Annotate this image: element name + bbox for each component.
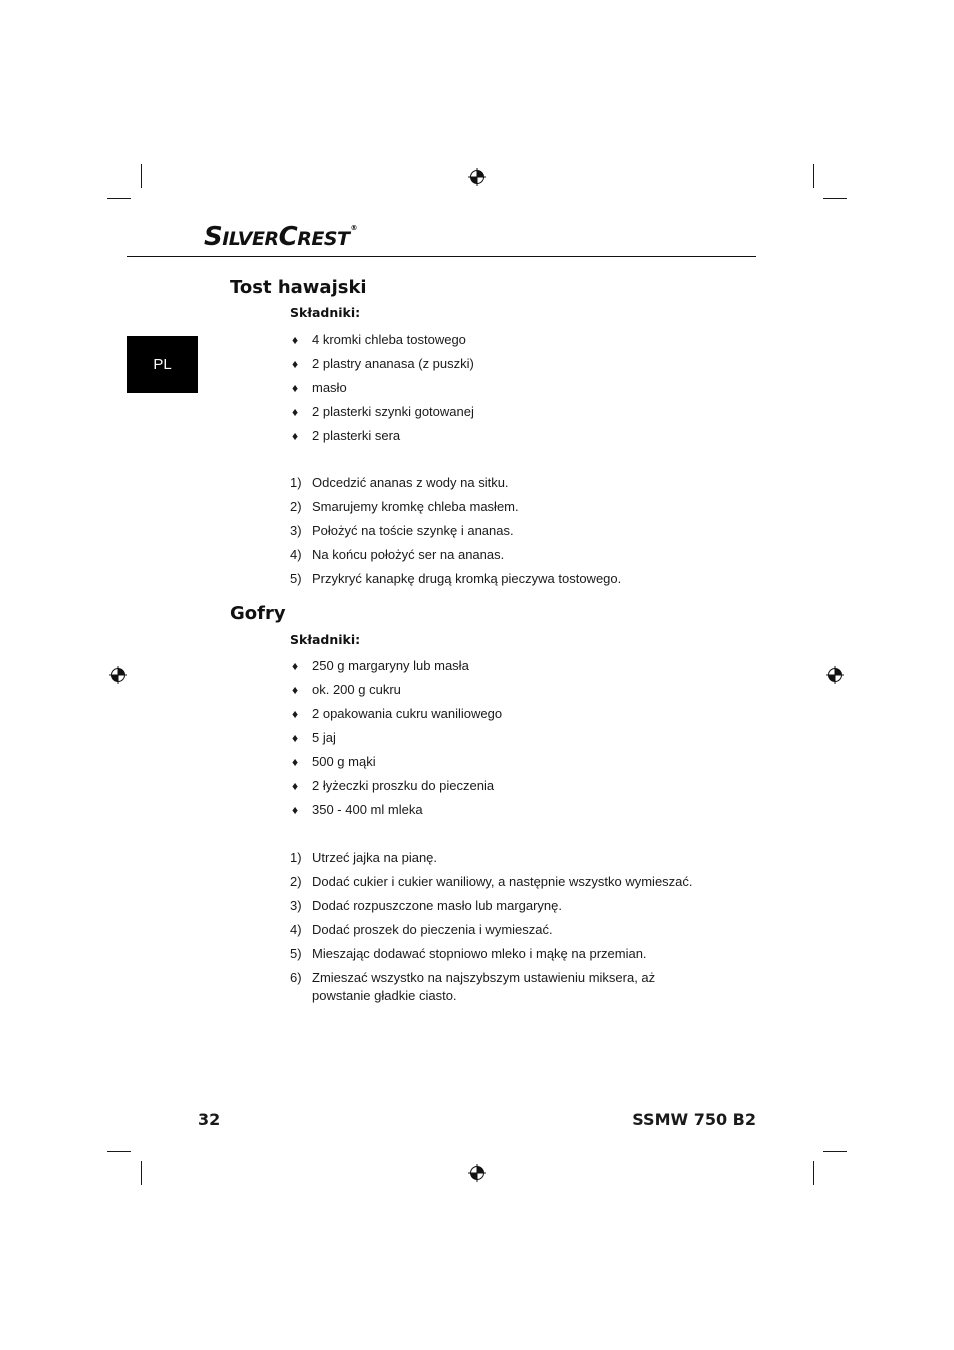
step-item: 5) Mieszając dodawać stopniowo mleko i mąkę na przemian. [290, 946, 647, 961]
ingredient-item: ♦ 500 g mąki [290, 750, 720, 774]
ingredient-item: ♦ 2 plastry ananasa (z puszki) [290, 352, 720, 376]
ingredient-item: ♦ 2 plasterki sera [290, 424, 720, 448]
recipe-title: Tost hawajski [230, 277, 367, 298]
diamond-bullet-icon: ♦ [292, 381, 299, 395]
registration-mark-icon [109, 666, 127, 684]
ingredient-item: ♦ 2 opakowania cukru waniliowego [290, 702, 720, 726]
step-item: 5) Przykryć kanapkę drugą kromką pieczywa tostowego. [290, 571, 622, 586]
crop-mark [823, 1151, 847, 1152]
step-item: 3) Położyć na toście szynkę i ananas. [290, 523, 514, 538]
page-number: 32 [198, 1110, 221, 1129]
registration-mark-icon [468, 1164, 486, 1182]
ingredients-list [290, 654, 720, 822]
header-rule [127, 256, 756, 257]
step-item: 2) Smarujemy kromkę chleba masłem. [290, 499, 519, 514]
diamond-bullet-icon: ♦ [292, 405, 299, 419]
step-item: 3) Dodać rozpuszczone masło lub margarynę. [290, 898, 563, 913]
step-item: 1) Utrzeć jajka na pianę. [290, 850, 438, 865]
ingredient-item: ♦ 5 jaj [290, 726, 720, 750]
crop-mark [823, 198, 847, 199]
language-tab: PL [127, 336, 198, 393]
diamond-bullet-icon: ♦ [292, 357, 299, 371]
ingredient-item: ♦ 2 łyżeczki proszku do pieczenia [290, 774, 720, 798]
ingredients-label: Składniki: [290, 305, 361, 320]
diamond-bullet-icon: ♦ [292, 779, 299, 793]
diamond-bullet-icon: ♦ [292, 731, 299, 745]
steps-list [290, 471, 720, 591]
ingredient-item: ♦ masło [290, 376, 720, 400]
model-number: SSMW 750 B2 [632, 1110, 756, 1129]
diamond-bullet-icon: ♦ [292, 803, 299, 817]
crop-mark [141, 1161, 142, 1185]
ingredient-item: ♦ 350 - 400 ml mleka [290, 798, 720, 822]
ingredients-label: Składniki: [290, 632, 361, 647]
step-item: 2) Dodać cukier i cukier waniliowy, a następnie wszystko wymieszać. [290, 874, 693, 889]
step-item: 1) Odcedzić ananas z wody na sitku. [290, 475, 509, 490]
steps-list [290, 846, 720, 1008]
crop-mark [107, 198, 131, 199]
ingredient-item: ♦ 250 g margaryny lub masła [290, 654, 720, 678]
ingredient-item: ♦ 4 kromki chleba tostowego [290, 328, 720, 352]
diamond-bullet-icon: ♦ [292, 755, 299, 769]
recipe-title: Gofry [230, 603, 286, 624]
diamond-bullet-icon: ♦ [292, 707, 299, 721]
step-item: 4) Na końcu położyć ser na ananas. [290, 547, 505, 562]
brand-logo: SILVERCREST® [204, 222, 357, 252]
step-item: 6) Zmieszać wszystko na najszybszym ustawieniu miksera, aż powstanie gładkie ciasto. [290, 970, 656, 1003]
crop-mark [813, 164, 814, 188]
diamond-bullet-icon: ♦ [292, 333, 299, 347]
diamond-bullet-icon: ♦ [292, 683, 299, 697]
diamond-bullet-icon: ♦ [292, 429, 299, 443]
crop-mark [107, 1151, 131, 1152]
ingredient-item: ♦ ok. 200 g cukru [290, 678, 720, 702]
registration-mark-icon [468, 168, 486, 186]
crop-mark [141, 164, 142, 188]
diamond-bullet-icon: ♦ [292, 659, 299, 673]
step-item: 4) Dodać proszek do pieczenia i wymieszać. [290, 922, 553, 937]
crop-mark [813, 1161, 814, 1185]
ingredients-list [290, 328, 720, 448]
ingredient-item: ♦ 2 plasterki szynki gotowanej [290, 400, 720, 424]
registration-mark-icon [826, 666, 844, 684]
